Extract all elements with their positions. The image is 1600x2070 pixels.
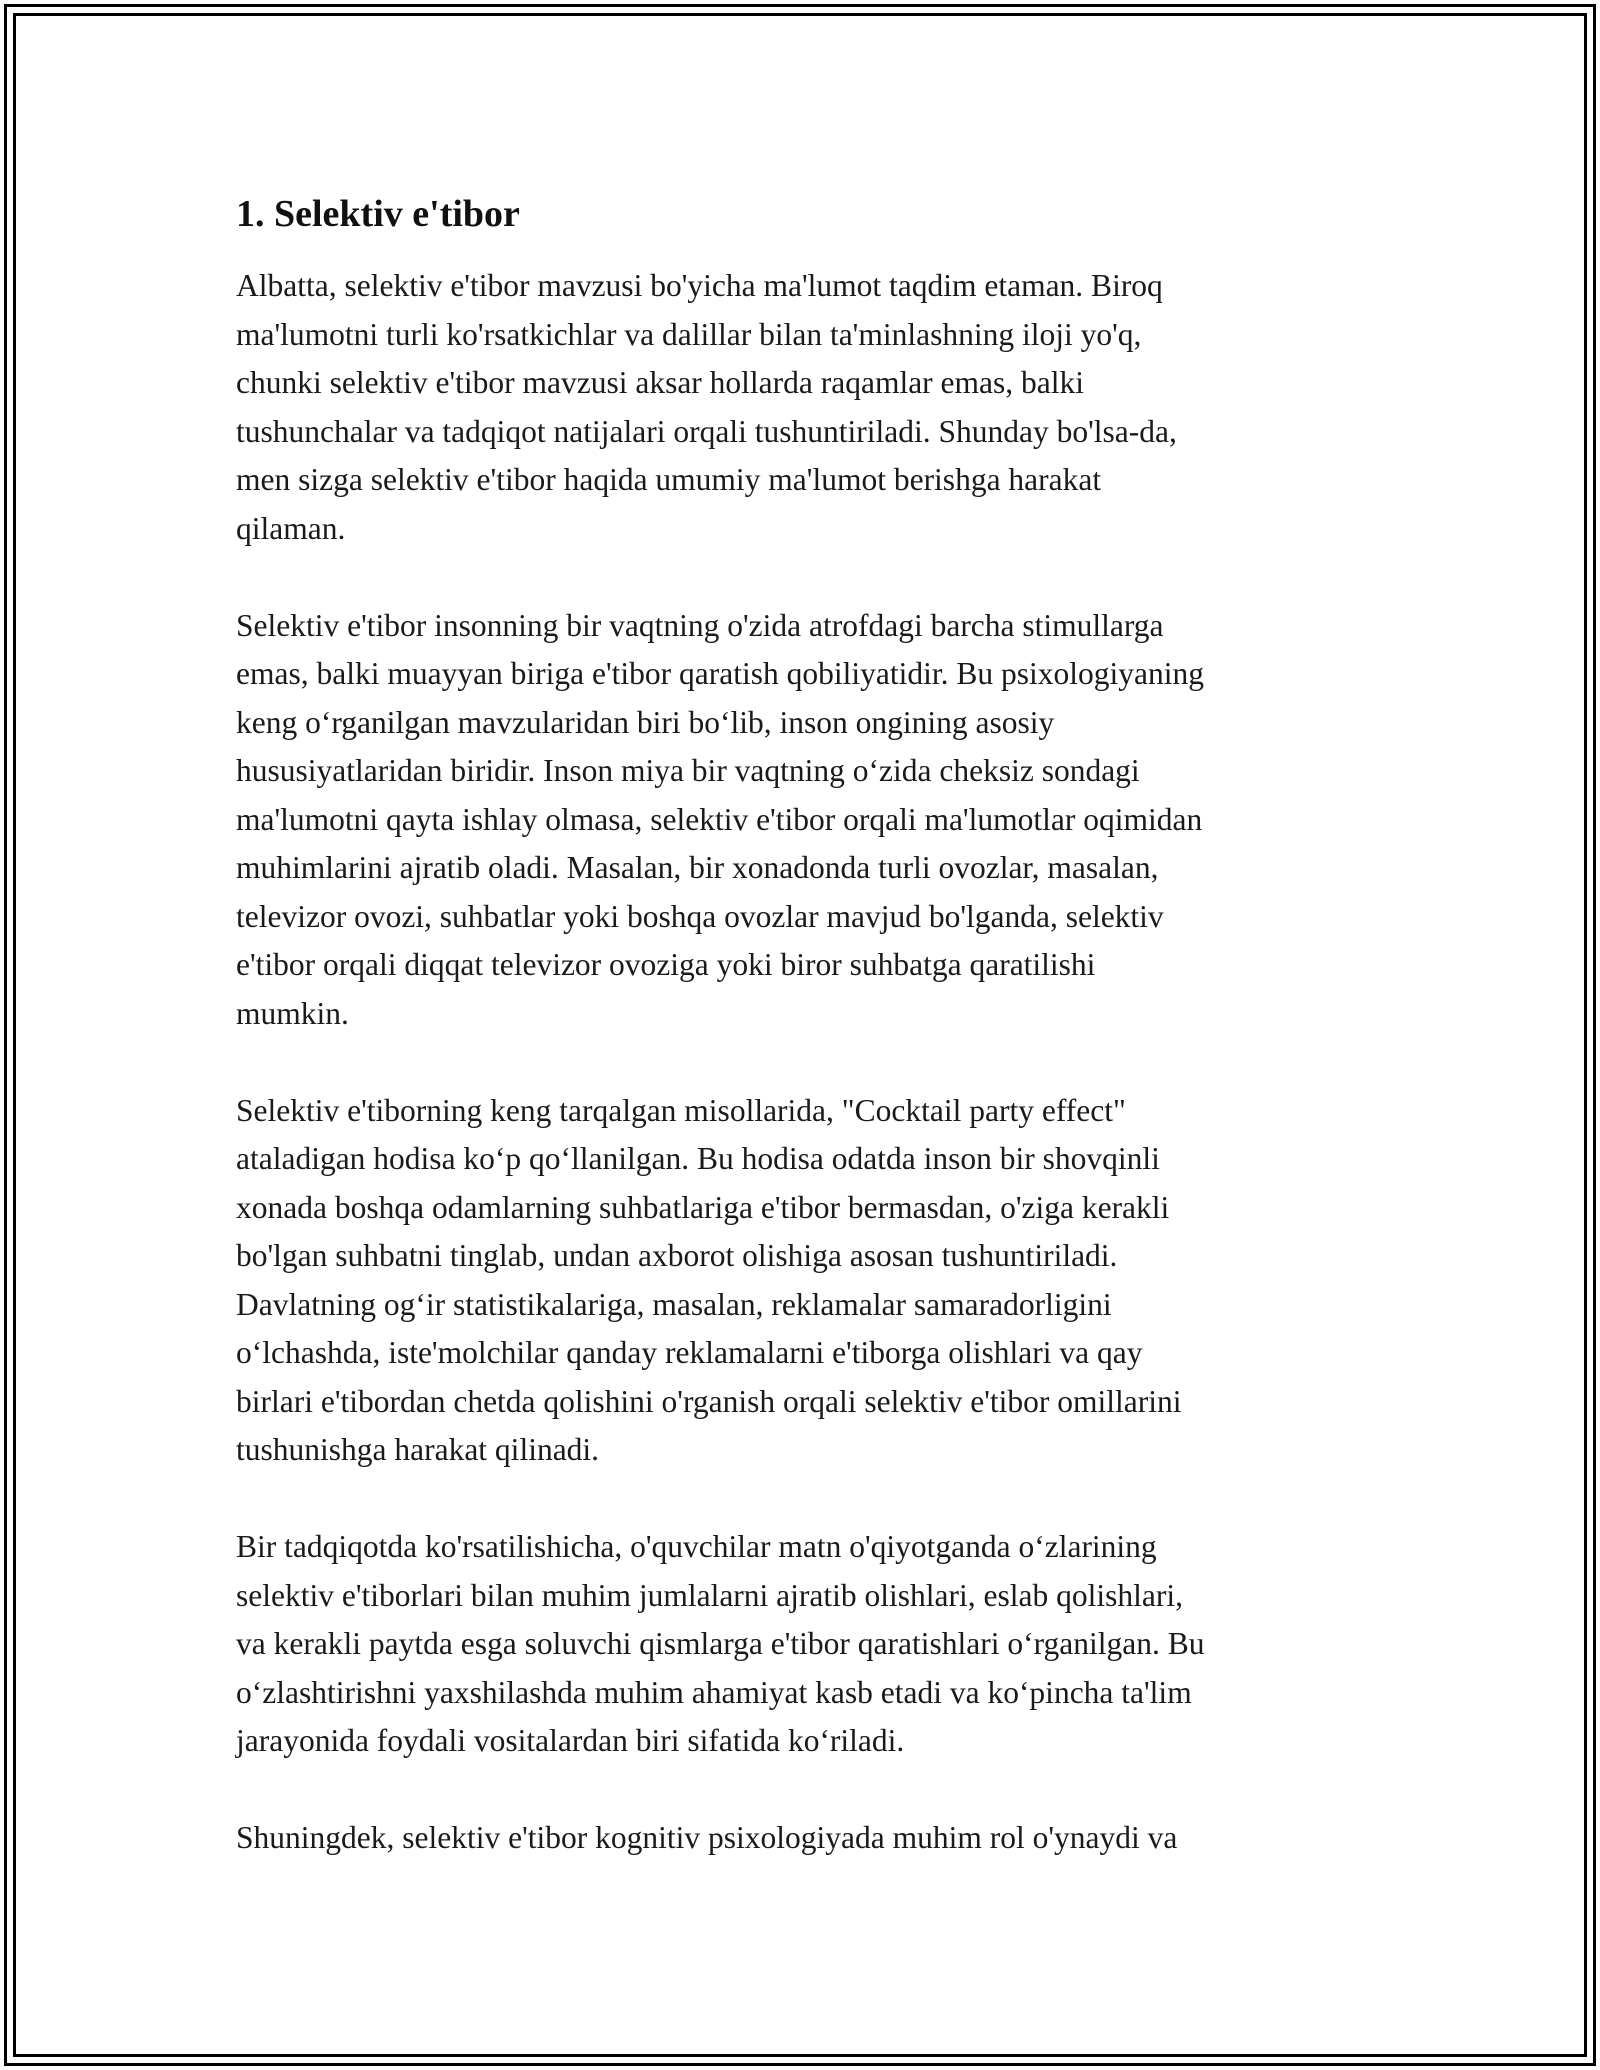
text-line: o‘lchashda, iste'molchilar qanday reklamalarni e'tiborga olishlari va qay — [236, 1335, 1143, 1370]
paragraph-1 — [236, 262, 1376, 553]
text-line: tushunishga harakat qilinadi. — [236, 1432, 600, 1467]
text-line: ma'lumotni qayta ishlay olmasa, selektiv e'tibor orqali ma'lumotlar oqimidan — [236, 801, 1203, 837]
text-line: jarayonida foydali vositalardan biri sifatida ko‘riladi. — [236, 1723, 905, 1758]
text-line: e'tibor orqali diqqat televizor ovoziga yoki biror suhbatga qaratilishi — [236, 947, 1096, 982]
text-line: ma'lumotni turli ko'rsatkichlar va dalillar bilan ta'minlashning iloji yo'q, — [236, 316, 1142, 352]
paragraph-3 — [236, 1087, 1376, 1475]
text-line: va kerakli paytda esga soluvchi qismlarga e'tibor qaratishlari o‘rganilgan. Bu — [236, 1626, 1205, 1661]
text-line: tushunchalar va tadqiqot natijalari orqali tushuntiriladi. Shunday bo'lsa-da, — [236, 413, 1177, 449]
text-line: Selektiv e'tibor insonning bir vaqtning o'zida atrofdagi barcha stimullarga — [236, 607, 1164, 643]
text-line: ataladigan hodisa ko‘p qo‘llanilgan. Bu hodisa odatda inson bir shovqinli — [236, 1141, 1160, 1176]
text-line: selektiv e'tiborlari bilan muhim jumlalarni ajratib olishlari, eslab qolishlari, — [236, 1577, 1183, 1613]
document-body — [236, 186, 1376, 1911]
text-line: Davlatning og‘ir statistikalariga, masalan, reklamalar samaradorligini — [236, 1286, 1112, 1322]
text-line: o‘zlashtirishni yaxshilashda muhim ahamiyat kasb etadi va ko‘pincha ta'lim — [236, 1674, 1192, 1710]
section-heading: 1. Selektiv e'tibor — [236, 193, 520, 235]
text-line: chunki selektiv e'tibor mavzusi aksar hollarda raqamlar emas, balki — [236, 365, 1085, 400]
text-line: Selektiv e'tiborning keng tarqalgan misollarida, "Cocktail party effect" — [236, 1092, 1126, 1128]
text-line: xonada boshqa odamlarning suhbatlariga e'tibor bermasdan, o'ziga kerakli — [236, 1189, 1170, 1225]
text-line: muhimlarini ajratib oladi. Masalan, bir xonadonda turli ovozlar, masalan, — [236, 850, 1159, 885]
text-line: birlari e'tibordan chetda qolishini o'rganish orqali selektiv e'tibor omillarini — [236, 1383, 1182, 1419]
paragraph-4 — [236, 1523, 1376, 1766]
text-line: Albatta, selektiv e'tibor mavzusi bo'yicha ma'lumot taqdim etaman. Biroq — [236, 268, 1163, 303]
text-line: emas, balki muayyan biriga e'tibor qaratish qobiliyatidir. Bu psixologiyaning — [236, 656, 1205, 691]
text-line: bo'lgan suhbatni tinglab, undan axborot olishiga asosan tushuntiriladi. — [236, 1238, 1118, 1273]
text-line: Bir tadqiqotda ko'rsatilishicha, o'quvchilar matn o'qiyotganda o‘zlarining — [236, 1529, 1157, 1564]
text-line: televizor ovozi, suhbatlar yoki boshqa ovozlar mavjud bo'lganda, selektiv — [236, 898, 1164, 934]
text-line: qilaman. — [236, 510, 346, 546]
paragraph-5 — [236, 1814, 1376, 1863]
text-line: men sizga selektiv e'tibor haqida umumiy ma'lumot berishga harakat — [236, 462, 1102, 497]
text-line: hususiyatlaridan biridir. Inson miya bir vaqtning o‘zida cheksiz sondagi — [236, 753, 1140, 788]
paragraph-2 — [236, 602, 1376, 1039]
text-line: Shuningdek, selektiv e'tibor kognitiv psixologiyada muhim rol o'ynaydi va — [236, 1820, 1178, 1855]
text-line: mumkin. — [236, 995, 349, 1031]
text-line: keng o‘rganilgan mavzularidan biri bo‘lib, inson ongining asosiy — [236, 704, 1055, 740]
